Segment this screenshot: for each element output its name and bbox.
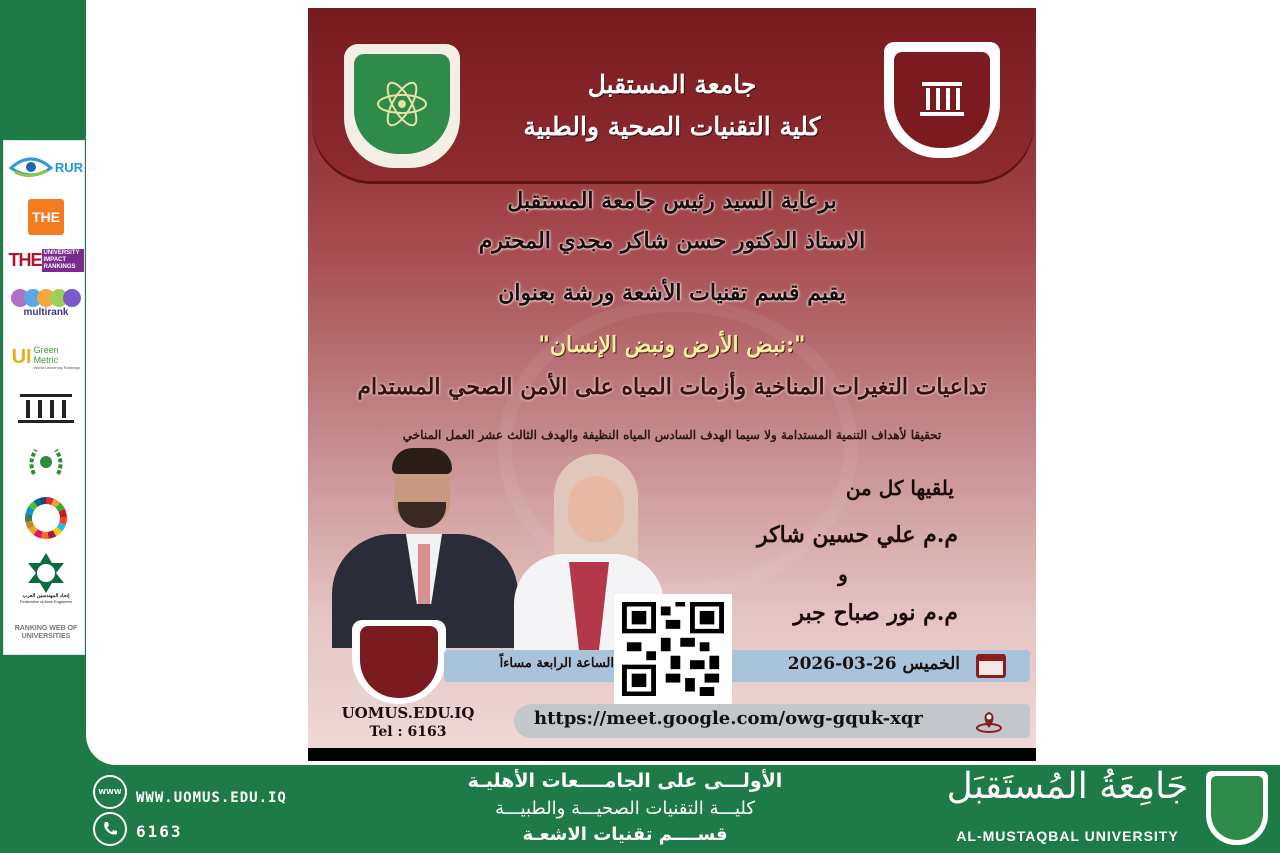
greenmetric-label: Green Metric <box>33 344 59 365</box>
college-logo-green <box>344 44 460 168</box>
rur-label: RUR <box>54 159 84 175</box>
rur-logo[interactable] <box>8 149 84 185</box>
event-date: الخميس 26-03-2026 <box>787 654 960 674</box>
footer-website[interactable]: WWW.UOMUS.EDU.IQ <box>136 790 287 806</box>
webometrics-label: RANKING WEB OF UNIVERSITIES <box>14 625 78 640</box>
poster-patron-line: برعاية السيد رئيس جامعة المستقبل <box>507 188 837 214</box>
presenter2-name: م.م نور صباح جبر <box>793 600 958 626</box>
the-impact-label: THE <box>8 249 42 270</box>
phone-icon <box>93 812 127 846</box>
arab-engineers-logo[interactable] <box>8 549 84 607</box>
footer-line1: الأولـــى على الجامــــعات الأهليـة <box>467 770 783 792</box>
presenter1-name: م.م علي حسين شاكر <box>757 522 958 548</box>
event-time: الساعة الرابعة مساءاً <box>499 656 614 671</box>
the-impact-sub: UNIVERSITY IMPACT RANKINGS <box>42 249 84 272</box>
footer-line2: كليـــة التقنيات الصحيـــة والطبيـــة <box>495 798 755 819</box>
poster-tel: Tel : 6163 <box>369 724 447 740</box>
qr-pattern-icon <box>622 602 724 696</box>
poster-college-name: كلية التقنيات الصحية والطبية <box>523 112 821 141</box>
calendar-icon <box>976 654 1006 678</box>
greenmetric-sub: World University Rankings <box>33 364 81 370</box>
the-label: THE <box>32 209 60 225</box>
and-connector: و <box>838 562 848 586</box>
webometrics-logo[interactable] <box>8 621 84 645</box>
www-icon: WWW <box>93 775 127 809</box>
sdg-wheel-icon[interactable] <box>8 495 84 541</box>
location-pin-icon <box>974 708 1004 734</box>
poster-site: UOMUS.EDU.IQ <box>341 704 475 722</box>
rankings-sidebar <box>3 140 85 655</box>
footer-line3: قســــم تقنيات الاشعـة <box>522 824 728 845</box>
poster-university-name: جامعة المستقبل <box>587 70 757 99</box>
presenters-intro: يلقيها كل من <box>845 476 954 500</box>
qr-code[interactable] <box>614 594 732 704</box>
footer-brand-en: AL-MUSTAQBAL UNIVERSITY <box>956 828 1179 844</box>
multirank-circles-icon <box>11 289 81 307</box>
presenter1-photo <box>332 448 522 648</box>
multirank-label: multirank <box>23 306 69 318</box>
poster-dept-line: يقيم قسم تقنيات الأشعة ورشة بعنوان <box>498 280 846 306</box>
ui-greenmetric-logo[interactable] <box>8 335 84 379</box>
meet-link[interactable]: https://meet.google.com/owg-gquk-xqr <box>534 708 923 729</box>
poster-president-line: الاستاذ الدكتور حسن شاكر مجدي المحترم <box>478 228 866 254</box>
footer-brand-ar: جَامِعَةُ المُستَقبَل <box>946 766 1189 807</box>
institution-building-icon[interactable] <box>8 391 84 427</box>
workshop-poster <box>308 8 1036 761</box>
rur-eye-icon <box>9 150 53 184</box>
poster-title-line2: تداعيات التغيرات المناخية وأزمات المياه على الأمن الصحي المستدام <box>357 374 987 400</box>
the-logo[interactable] <box>8 199 84 235</box>
arab-engineers-en: Federation of Arab Engineers <box>19 598 73 604</box>
footer-university-logo <box>1206 771 1268 845</box>
ui-letters: UI <box>11 345 32 368</box>
arab-engineers-label: إتحاد المهندسين العرب <box>22 592 70 599</box>
arab-universities-wreath-icon[interactable] <box>8 441 84 487</box>
footer-phone[interactable]: 6163 <box>136 822 183 841</box>
poster-goal-line: تحقيقا لأهداف التنمية المستدامة ولا سيما الهدف السادس المياه النظيفة والهدف الثالث عشر العمل المناخي <box>402 428 942 442</box>
the-impact-logo[interactable] <box>8 245 84 275</box>
arab-engineers-star-icon <box>24 553 68 593</box>
multirank-logo[interactable] <box>8 281 84 325</box>
poster-title-line1: "نبض الأرض ونبض الإنسان:" <box>538 332 806 358</box>
